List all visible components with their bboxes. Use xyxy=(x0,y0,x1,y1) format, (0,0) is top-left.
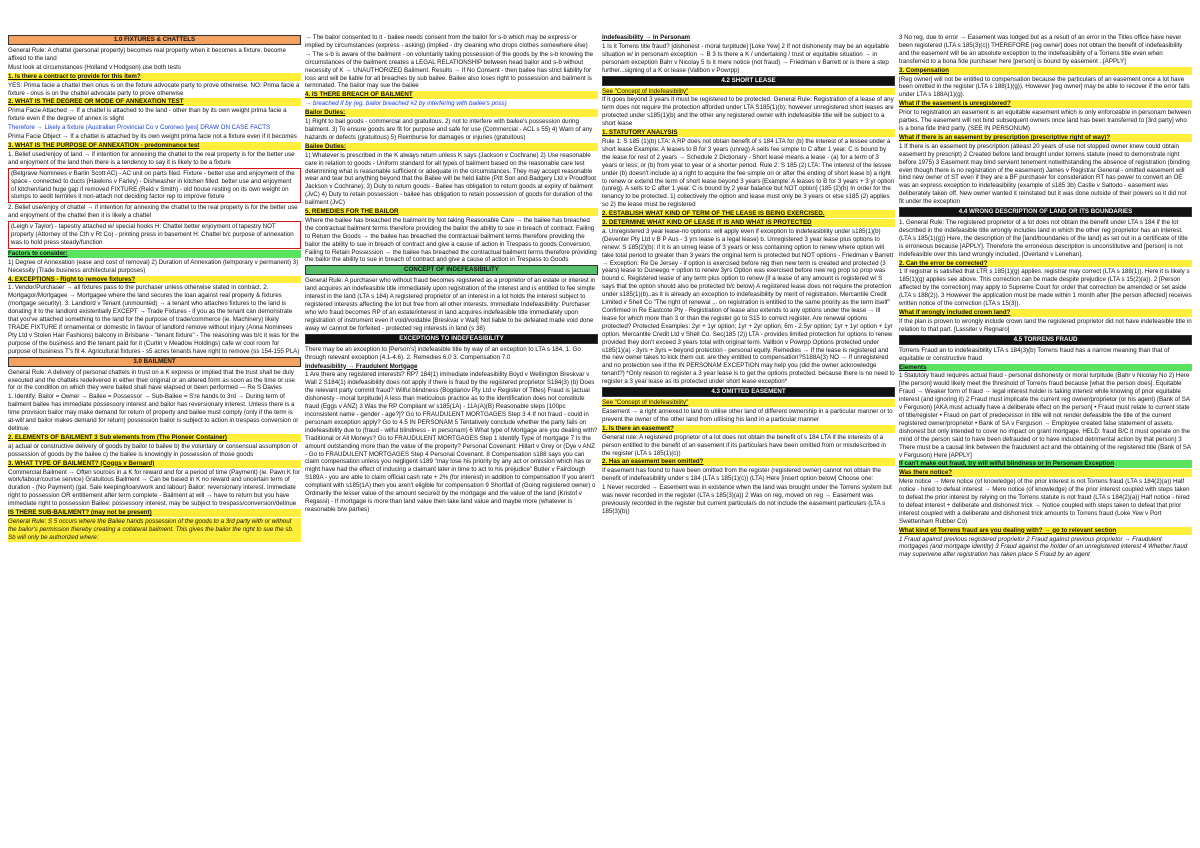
notice-text: Mere notice → Mere notice (of knowledge) of the prior interest is not Torrens fraud (LTA s 184(2)(a)) Half notice - hired to defeat interest → Mere notice (of knowledge) of the prior interest coupled with steps taken to defeat the prior interest by relying on the Torrens statute is not fraud (LTA s 184(2)(a)) Half notice - hired to defeat interest + deliberate and dishonest trick → Notice coupled with steps taken to defeat that prior interest coupled with a deliberate and dishonest trick amounts to Torrens fraud (Loke Yew v Port Swettenham Rubber Co) xyxy=(899,478,1190,525)
section-heading-short-lease: 4.2 SHORT LEASE xyxy=(602,76,895,86)
bailment-elements-heading: 2. ELEMENTS OF BAILMENT 3 Sub elements from (The Pioneer Container) xyxy=(8,434,301,442)
prescription-text: 1 If there is an easement by prescription (atleast 20 years of use not stopped owner knew could obtain easement by prescript) 2 Created before land brought under torrens statute (need to demonstrate right before 1975) 3 Easement may bind servient tenement notwithstanding the absence of registration (binding even though there is no registration of the easement) James v Registrar General - omitted easement will bind new owner of ST even if they are a BF purchaser for consideration RT has power to convert an OE was an express exception to indefeasibility (example of s185 3b) Castle v Saltodo - easement was deliberately taken off. New owner wanted it reinstated but it was done outside of their powers so it did not fit under the exception xyxy=(899,142,1190,206)
sub-bailment-heading: IS THERE SUB-BAILMENT? (may not be present) xyxy=(8,509,301,517)
fixtures-purpose-question: 3. WHAT IS THE PURPOSE OF ANNEXATION - predominance test xyxy=(8,142,301,150)
omitted-q2: 2. Has an easement been omitted? xyxy=(602,458,895,466)
omitted-text: Easement → a right annexed to land to utilise other land of different ownership in a particular manner or to prevent the owner of the other land from utilising his land in a particular manner xyxy=(602,407,893,423)
in-personam-list: 1 Is it Torrens title fraud? [dishonest - moral turpitude] [Loke Yew] 2 If not dishonesty may be an equitable situation w/ in personam exception → B 3 Is there a K / undertaking / trust or equitable situation → in personam exception Bahr v Nicolay 5 Is it mere notice (not fraud) → Friedman v Barrett or is there a step further...signing of a K or lease (Vallbon v Powrpp) xyxy=(602,42,890,74)
bailee-duties-heading: Bailee Duties: xyxy=(305,143,598,151)
fixtures-exceptions-text: 1. Vendor/Purchaser → all fixtures pass to the purchaser unless otherwise stated in contract. 2. Mortgagor/Mortgagee → Mortgagee where the land secures the loan against real property & fixtures (mortgage security). 3. Landlord v Tenant (unmounted) → a tenant who attaches fixtures to the land is donating it to the landlord existentially EXCEPT → Trade Fixtures - if you as the tenant can demonstrate that you've attached something to the land for the purpose of trade/commerce (ie. Machinery) likely TRADE FIXTURE if ornamental or domestic in favour of landlord remove without injury (Anna Nominees Pty Ltd v Stolen Hair Fashions) balcony in Brisbane - "tenant fixture" - The reasoning was b/c it was for the purpose of the business and the tenant paid for it (Curtin v Meadow Holdings) cafe w/ cool room for purpose of business T's fit 4. Agricultural fixtures - s5 acres tenants have right to remove (ss 154-155 PLA) xyxy=(8,284,300,355)
correct-text: 1 If registrar is satisfied that LTR s 185(1)(g) applies. registrar may correct (LTA s 188(1)). Here it is likely s 185(1)(g) applies see above. This correction can be made despite prejudice (LTA s 15(2)(a)). 2 [Person affected by the correction] may apply to Supreme Court for order that correction be amended or set aside (LTA s 188(2)). 3 However the application must be made within 1 month after [the person affected] receives written notice of the correction (LTA s 15(3)). xyxy=(899,268,1192,308)
fixtures-factors-heading: Factors to consider: xyxy=(8,250,301,258)
fixtures-contract-question: 1. Is there a contract to provide for this item? xyxy=(8,73,301,81)
column-4 xyxy=(899,34,1192,842)
elements-text: 1 Statutory fraud requires actual fraud - personal dishonesty or moral turpitude (Bahr v Nicolay No 2) Here [the person] would likely meet the threshold of Torrens fraud because [what the person does]. Equitable Fraud → Weaker form of fraud → legal interest holder is taking interest while knowing of prior equitable interest (and ignoring it) 2 Fraud must implicate the current reg owner/proprietor (or his agent) (Bank of SA v Ferguson) [AKA must actually have a deliberate effect on the person] • Fraud must relate to current state of title/register • Fraud on part of predecessor in title will not render defeasible the title of the current registered owner/proprietor • Bank of SA v Ferguson → Employee created false statement of assets. dishonest but only intended to cover no impact on grant mortgage. HELD: fraud B/C it must operate on the mind of the person said to have been defrauded or to have induced detrimental action by that person) 3 There must be a causal link between the fraudulent act and the obtaining of the registered title (Bank of SA v Ferguson) Here [APPLY] xyxy=(899,372,1191,459)
fixtures-factors-list: 1) Degree of Annexation (ease and cost of removal) 2) Duration of Annexation (temporary v permanent) 3) Necessity (Trade business architectural purposes) xyxy=(8,258,299,274)
correct-heading: 2. Can the error be corrected? xyxy=(899,260,1192,268)
determine-heading: 3. DETERMINE WHAT KIND OF LEASE IT IS AND WHAT IS PROTECTED xyxy=(602,219,895,227)
notice-heading: Was there notice? xyxy=(899,469,1192,477)
remedies-text: Where the bailee has breached the bailment by Not taking Reasonable Care → the bailee has breached the contractual bailment terms therefore providing the bailor the ability to sue in breach of contract. Failing to Return the Goods → the bailee has breached the contractual bailment terms therefore providing the bailor the ability to sue in breach of contract and give a cause of action in Trespass to goods Conversion. Failing to Retain Possession → the bailee has breached the contractual bailment terms therefore providing the bailor the ability to sue in breach of contract and give a cause of action in Trespass to Goods xyxy=(305,216,597,264)
section-heading-omitted-easement: 4.3 OMITTED EASEMENT xyxy=(602,387,895,397)
column-3 xyxy=(602,34,895,842)
bailment-elements-list: a) actual or constructive delivery of goods by bailor to bailee b) the voluntary or consensual assumption of possession of goods by the bailee c) the bailee is knowingly in possession of those goods xyxy=(8,442,298,458)
sub-bailee-aware: → The s-b is aware of the bailment - on voluntarily taking possession of the goods by the s-b knowing the circumstances of the bailment creates a LEGAL RELATIONSHIP between head bailor and s-b without necessity of K → UNAUTHORIZED Bailment. Results → If No Consent - then bailee has strict liability for loss and will be liable for all breaches by sub bailee. Bailee also loses right to possession and bailment is terminated. The bailor may sue the bailee xyxy=(305,50,594,90)
compensation-heading: 3. Compensation xyxy=(899,67,1192,75)
determine-text: a. Unregistered 3 year lease-no options: will apply even if exception to indefeasibility under s185(1)(b) (Deventer Pty Ltd v B P Aus - 3 yrs lease is a legal lease) b. Unregistered 3 year lease plus options to renew: S 185(2)(b): if it is an unreg lease of 3 years or less containing option to renew where option will take total period to greater than 3 years the original term is protected but NOT options - Friedman v Barrett → Exception: Re De Jersey - if option is exercised before reg then new term is created and protected (3 years) lease to Duneego + option to renew 3yrs Option was exercised before new reg prop so prop was bound c. Registered lease of any term plus option to renew (if a lease of any amount is registered w/ S says that the option should also be protected b/c below) A registered lease does not require the protection under s185(1)(b)..as it is already an exception to indefeasibility by merit of registration. Mercantile Credit Limited v Shell Co "The right of renewal ... on registration is entitled to the same priority as the term itself" Confirmed in Re Eastcote Pty - Registration of lease also extends to any options under the lease → Ill lease for which more than 3 or than the register go to S15 to correct register. Are renewal options protected? Protected Examples: 2yr + 1yr option; 1yr + 2yr option; 6m - 2.5yr option; 1yr + 1yr option + 1yr option. Mercantile Credit Ltd v Shell Co. Sec(185 (2)) LTA - provides limited protection for options to renew provided they don't exceed 3 years total with original term. Vallbon v Powrpp Options protected under s185(1)(a) - 3yrs + 3yrs = beyond protection - personal equity. Remedies → If the lease is registered and the new owner takes to kick them out. are they entitled to compensation?S188A(3) NO → If unregistered and no protection see if the IN PERSONAM EXCEPTION may help you (did the owner acknowledge tenant?) *Only reason to register a 3 year lease is to get the options protected. because there is no need to register a 3 year lease as its protected under short lease exception* xyxy=(602,227,895,386)
omitted-q1: 1. Is there an easement? xyxy=(602,425,895,433)
section-heading-exceptions: EXCEPTIONS TO INDEFEASIBILITY xyxy=(305,334,598,344)
unregistered-text: Prior to registration an easement is an equitable easement which is only enforceable in personam between parties. The easement will not bind subsequent owners once land has been transferred to [3rd party] who is a bona fide third party. (SEE IN PERSONUM) xyxy=(899,109,1192,132)
fixtures-general-rule: General Rule: A chattel (personal property) becomes real property when it becomes a fixture. become affixed to the land xyxy=(8,47,286,62)
prescription-heading: What if there is an easement by prescription (prescriptive right of way)? xyxy=(899,134,1192,142)
statutory-text: Rule 1: S 185 (1)(b) LTA: A RP does not obtain benefit of s 184 LTA for (b) the interest of a lessee under a short lease Example: A leases to B for 3 years (unreg) A sells fee simple to C after 1 year. C is bound by the lease for rest of 2 years → Schedule 2 Dictionary - Short lease means a lease - (a) for a term of 3 years or less; or (b) from year to year or a shorter period. Rule 2: S 185 (2) LTA: The interest of the lessee under (b) doesn't include a) a right to acquire the fee simple on or after the ending of short lease b) a right to renew or extend the term of short lease beyond 3 years [Example: A leases to B for 3 years + 3 yr option (unreg). A sells to C after 1 year. C is bound by 2 year balance but NOT option] (185 (2)(b) In order for the tenancy to be protected. 1) collectively the option and lease must only be 3 years or else s185 (2) applies so 2) the lease must be registered xyxy=(602,137,895,209)
section-heading-wrong-description: 4.4 WRONG DESCRIPTION OF LAND OR ITS BOUNDARIES xyxy=(899,207,1192,217)
column-2 xyxy=(305,34,598,842)
establish-heading: 2. ESTABLISH WHAT KIND OF TERM OF THE LEASE IS BEING EXERCISED. xyxy=(602,210,895,218)
bailor-consent: → The bailor consented to it - bailee needs consent from the bailor for s-b which may be express or implied by circumstances (express - asking) (implied - dry cleaning who drops clothes somewhere else) xyxy=(305,34,588,49)
section-heading-indefeasibility: CONCEPT OF INDEFEASIBILITY xyxy=(305,265,598,275)
bailment-general-rule: General Rule: A delivery of personal chattels in trust on a K express or implied that the trust shall be duly executed and the chattels redelivered in either their original or an altered form as soon as the time or use for or the condition on which they were bailed shall have elapsed or been performed — Re S Davies xyxy=(8,368,295,392)
remedies-heading: 5. REMEDIES FOR THE BAILOR xyxy=(305,208,598,216)
fixtures-therefore: Therefore → Likely a fixture (Australian Provincial Co v Coroneo [yes] DRAW ON CASE FACTS xyxy=(8,124,271,132)
omitted-general: General rule: A registered proprietor of a lot does not obtain the benefit of s 184 LTA if the interests of a person entitled to the benefit of an easement if its particulars have been omitted from or misdescribed in the register (LTA s 185(1)(c)) xyxy=(602,433,887,457)
if-cant-fraud: If can't make out fraud, try will wilful blindness or In Personam Exception xyxy=(899,460,1192,468)
fixtures-exceptions-heading: 4. EXCEPTIONS - Right to remove fixtures? xyxy=(8,276,301,284)
bailor-duties: 1) Right to bail goods - commercial and gratuitous. 2) not to interfere with bailee's possession during bailment. 3) To ensure goods are fit for purpose and safe for use (Commercial - ACL s 55) 4) Warn of any hazards or defects (gratuitous) 5) Reimburse for damages or injuries (gratuitous) xyxy=(305,118,593,141)
section-heading-torrens-fraud: 4.5 TORRENS FRAUD xyxy=(899,335,1192,345)
kind-heading: What kind of Torrens fraud are you dealing with? → go to relevant section xyxy=(899,527,1192,535)
compensation-text: [Reg owner] will not be entitled to compensation because the particulars of an easement once a lot have been omitted in the register (LTA s 188(1)(g)). However [reg owner] may be able to recover if the error falls under LTA s 188A(1)(g). xyxy=(899,75,1190,99)
omitted-list: 1 Never recorded → Easement was in existence when the land was brought under the Torrens system but was never recorded in the register (LTA s 185(3)(a)) 2 Was on reg, moved on reg → Easement was previously recorded in the register but current particulars do not include the easement particulars (LTA s 185(3)(b)) xyxy=(602,484,892,515)
bailment-type-heading: 3. WHAT TYPE OF BAILMENT? (Coggs v Bernard) xyxy=(8,460,301,468)
short-lease-text: If it goes beyond 3 years it must be registered to be protected. General Rule: Registration of a lease of any term does not require the protection afforded under LTA S185(1)(b); however unregistered short leases are protected under s185(1)(b) and the other any registered owner with indefeasible title will be subject to a short lease xyxy=(602,96,894,128)
sub-bailment-text: General Rule: S 5 occurs where the Bailee hands possession of the goods to a 3rd party with or without the bailor's permission thereby creating a collateral bailment. This gives the bailor the right to sue the sb. Sb will only be authorized where: xyxy=(8,518,301,542)
fixtures-yes-no: YES: Prima facie a chattel then onus is on the fixture advocate party to prove otherwise. NO: Prima facie a fixture - onus is on the chattel advocate party to prove otherwise xyxy=(8,81,300,97)
section-heading-fixtures: 1.0 FIXTURES & CHATTELS xyxy=(8,35,301,45)
bailee-duties: 1) Whatever is prescribed in the K always return unless K says (Jackson v Cochrane) 2) Use reasonable care in relation to goods - Uniform standard for all types of bailment based on the reasonable care test determining what is reasonable sufficient or adequate in the circumstances. They may accept reasonable wear and tear but anything beyond that the Bailee will be held liable (Pitt Son and Badgery Ltd v Proudfoot Jackson v Cochrane); 3) Duty to return goods - Bailee has obligation to return goods at expiry of bailment (JvC) 4) Duty to retain possession - bailee has obligation to retain possession of goods for duration of the bailment (JvC) xyxy=(305,151,597,207)
bailment-identify: 1. Identify: Bailor = Owner → Bailee = Possessor → Sub-Bailee = S're hands to 3rd → During term of bailment bailee has immediate possessory interest and bailor has reversionary interest. Unless there is a time provision bailor may make demand for return of property and bailee must comply (only if the term is at-will and bailor makes demand for return) possession bailor is subject to action in trespass conversion or detinue. xyxy=(8,393,299,432)
fixtures-circumstances: Must look at circumstances (Holland v Hodgson) use both tests xyxy=(8,63,181,71)
wrong-description-text: 1. General Rule: The registered proprietor of a lot does not obtain the benefit under LTA s 184 if the lot described in the indefeasible title wrongly includes land in which the other reg proprietor has an interest. (LTA s 185(1)(g)) Here, the description of the [land/boundaries of the land] as set out in a certificate of title is erroneous because [APPLY]. Therefore the erroneous description is unconstitutive and [person] is not indefeasible over this land wrongly included. [Overland v Lenehan]. xyxy=(899,219,1188,258)
crown-land-text: If the plan is proven to wrongly include crown land the registered proprietor did not have indefeasible title in relation to that part. [Lassiter v Regnaro] xyxy=(899,317,1192,333)
column-1 xyxy=(8,34,301,842)
omitted-concept: See "Concept of Indefeasibility" xyxy=(602,399,895,407)
fixtures-cases-box-1: (Belgrave Nominees v Barlin Scott AC) - AC unit on parts filed. Fixture - better use and enjoyment of the space - connected to ducts (Hawkins v Farley) - Dishwasher in kitchen filled: better use and enjoyment of kitchen/land huge gap if removed FIXTURE (Reid v Smith) - old house resting on its own weight on stumps to aedit termites it non-attach not deciding factor rep to improve fixture xyxy=(8,168,301,204)
fixtures-degree-question: 2. WHAT IS THE DEGREE OR MODE OF ANNEXATION TEST xyxy=(8,98,301,106)
fixtures-cases-box-2: (Leigh v Taylor) - tapestry attached w/ special hooks H: Chattel better enjoyment of tapestry NOT property (Attorney of the Cth v Rt Co) - printing press in basement H: Chattel b/c purpose of annexation was to hold press steady/function xyxy=(8,221,301,249)
fixtures-prima-facie: Prima Facie Attached → If a chattel is attached to the land - other than by its own weight prima facie a fixture even if the degree of annex is slight xyxy=(8,107,287,123)
exceptions-intro: There may be an exception to [Person's] indefeasible title by way of an exception to LTA s 184. 1. Go through relevant exception (4.1-4.6). 2. Remedies 6.0 3. Compensation 7.0 xyxy=(305,345,581,361)
fraud-mortgage-list: 1 Are there any registered interests? RP? 184(1) immediate indefeasibility Boyd v Wellington Breskvar v Wall 2 S184(1) indefeasibility does not apply if there is fraud by the registered proprietor S184(3) (b) Does the relevant party commit fraud? Wilful blindness (Bogdanov Pty Ltd v Register of Titles) Fraud is [actual dishonesty - moral turpitude] A less than meticulous practice as to the identification does not constitute fraud (Eggs v ANZ) 3 Was the RP Compliant w/ s185(1A) - 11A(A)(B) Reasonable steps [100pc inconsistent name - gender - age?]? Go to FRAUDULENT MORTGAGES Step 3 4 If not fraud - could in personam exception apply? Go to 4.5 IN PERSONAM 5 Tentatively conclude whether the party fails on indefeasibility due to (fraud - wilful blindness - in personam) 6 What type of Mortgage are you dealing with? Traditional or All Moneys? Go to FRAUDULENT MORTGAGES Step 1 Identify Type of mortgage 7 Is the amount outstanding more than the value of the property? Personal Covenant: Hillart v Grey or (Dye v ANZ - Go to FRAUDULENT MORTGAGES Step 4 Personal Covenant. 8 Compensation s188 says you can claim compensation unless you negligent s189 "may lose his priority by any act or omission which has or might have had the effect of inducing a claimant later in time to act to his prejudice" Butler v Fairclough S189A - you are able to claim official cash rate + 2% (for interest) in addition to compensation If you aren't compliant with s185(1A) then you aren't eligible for compensation 9 Shortfall of (Going registered owner) o Ordinarily the lesser value of the amount secured by the mortgage and the value of the land (Kristof v Regassi) - If mortgage is more than land value then take land value and maybe more (whatever is reasonable b/w parties) xyxy=(305,371,598,513)
kind-list: 1 Fraud against previous registered proprietor 2 Fraud against previous proprietor → Fraudulent mortgages (and mortgage identity) 3 Fraud against the holder of an unregistered interest 4 Whether fraud may supervene after registration has taken place 5 Fraud by an agent xyxy=(899,535,1188,559)
notes-page xyxy=(8,34,1194,842)
indefeasibility-general: General Rule: A purchaser who without fraud becomes registered as a proprietor of an estate or interest in land acquires an indefeasible title immediately upon registration of the interest and is entitled to fee simple interest in the land (LTA s 184) A registered proprietor of an interest in a lot holds the interest subject to registered interests affecting the lot but free from all other interests. Immediate Indefeasibility: Purchaser who w/o fraud becomes RP of an estate/interest in land acquires indefeasible title immediately upon registration of instrument even if void/voidable [Breskvar v Wall] Not liable to be defeated made void done away w/ cannot be forfeited - protected reg interests in land (s 38) xyxy=(305,277,596,332)
torrens-text: Torrens Fraud an to indefeasibility LTA s 184(3)(b) Torrens fraud has a narrow meaning than that of equitable or constructive fraud xyxy=(899,346,1170,362)
crown-land-heading: What if wrongly included crown land? xyxy=(899,309,1192,317)
no-reg-error: 3 No reg, due to error → Easement was lodged but as a result of an error in the Titles office have never been registered (LTA s 185(3)(c)) THEREFORE [reg owner] does not obtain the benefit of indefeasibility and the easement will be an absolute exception to the indefeasibility of a Torrens title even when transferred to a bona fide purchaser here [person] is bound by easement ..[APPLY] xyxy=(899,34,1183,65)
fixtures-belief-land: 1. Belief used/enjoy of land → if intention for annexing the chattel to the real property is for the better use and enjoyment of the land then there is a tendency to say it is likely to be a fixture xyxy=(8,150,295,166)
bailor-duties-heading: Bailor Duties: xyxy=(305,109,598,117)
unregistered-heading: What if the easement is unregistered? xyxy=(899,100,1192,108)
omitted-text-2: If easement has found to have been omitted from the register (registered owner) cannot not obtain the benefit of indefeasibility under s 184 (LTA s 185(1)(c)) (LTA) Here [insert option below] Choose one: xyxy=(602,467,881,483)
breach-heading: 4. IS THERE BREACH OF BAILMENT xyxy=(305,91,598,99)
short-lease-concept: See "Concept of Indefeasibility" xyxy=(602,88,895,96)
in-personam-heading: Indefeasibility → In Personam xyxy=(602,34,691,41)
section-heading-bailment: 3.0 BAILMENT xyxy=(8,357,301,367)
bailment-type-list: Commercial Bailment → Often sources in a K for reward and for a period of time (Payment) (ie. Pawn K for work/labour/course service) Gratuitous Bailment → Can be based in K no reward and uncertain term of duration - (No Payment) (gal. Sale keeping/loan/work and labour) Bailor: reversionary interest. Immediate right to possession OR entitlement after term complete - Bailment at will → have to return but you have immediate right to possession Bailee: possessory interest. may be subject to trespass/conversion/detinue xyxy=(8,468,300,508)
breach-line: → breached if by (eg. bailor breached #2 by interfering with bailee's poss) xyxy=(305,100,507,108)
elements-heading: Elements xyxy=(899,364,1192,372)
statutory-heading: 1. STATUTORY ANALYSIS xyxy=(602,129,895,137)
fixtures-object: Prima Facie Object → If a chattel is attached by its own weight prima facie not a fixture even if it becomes xyxy=(8,133,297,141)
fixtures-belief-chattel: 2. Belief use/enjoy of chattel → if intention for annexing the chattel to the real property is for the better use and enjoyment of the chattel then it is likely a chattel xyxy=(8,204,298,220)
fraud-mortgage-heading: Indefeasibility → Fraudulent Mortgage xyxy=(305,362,418,370)
